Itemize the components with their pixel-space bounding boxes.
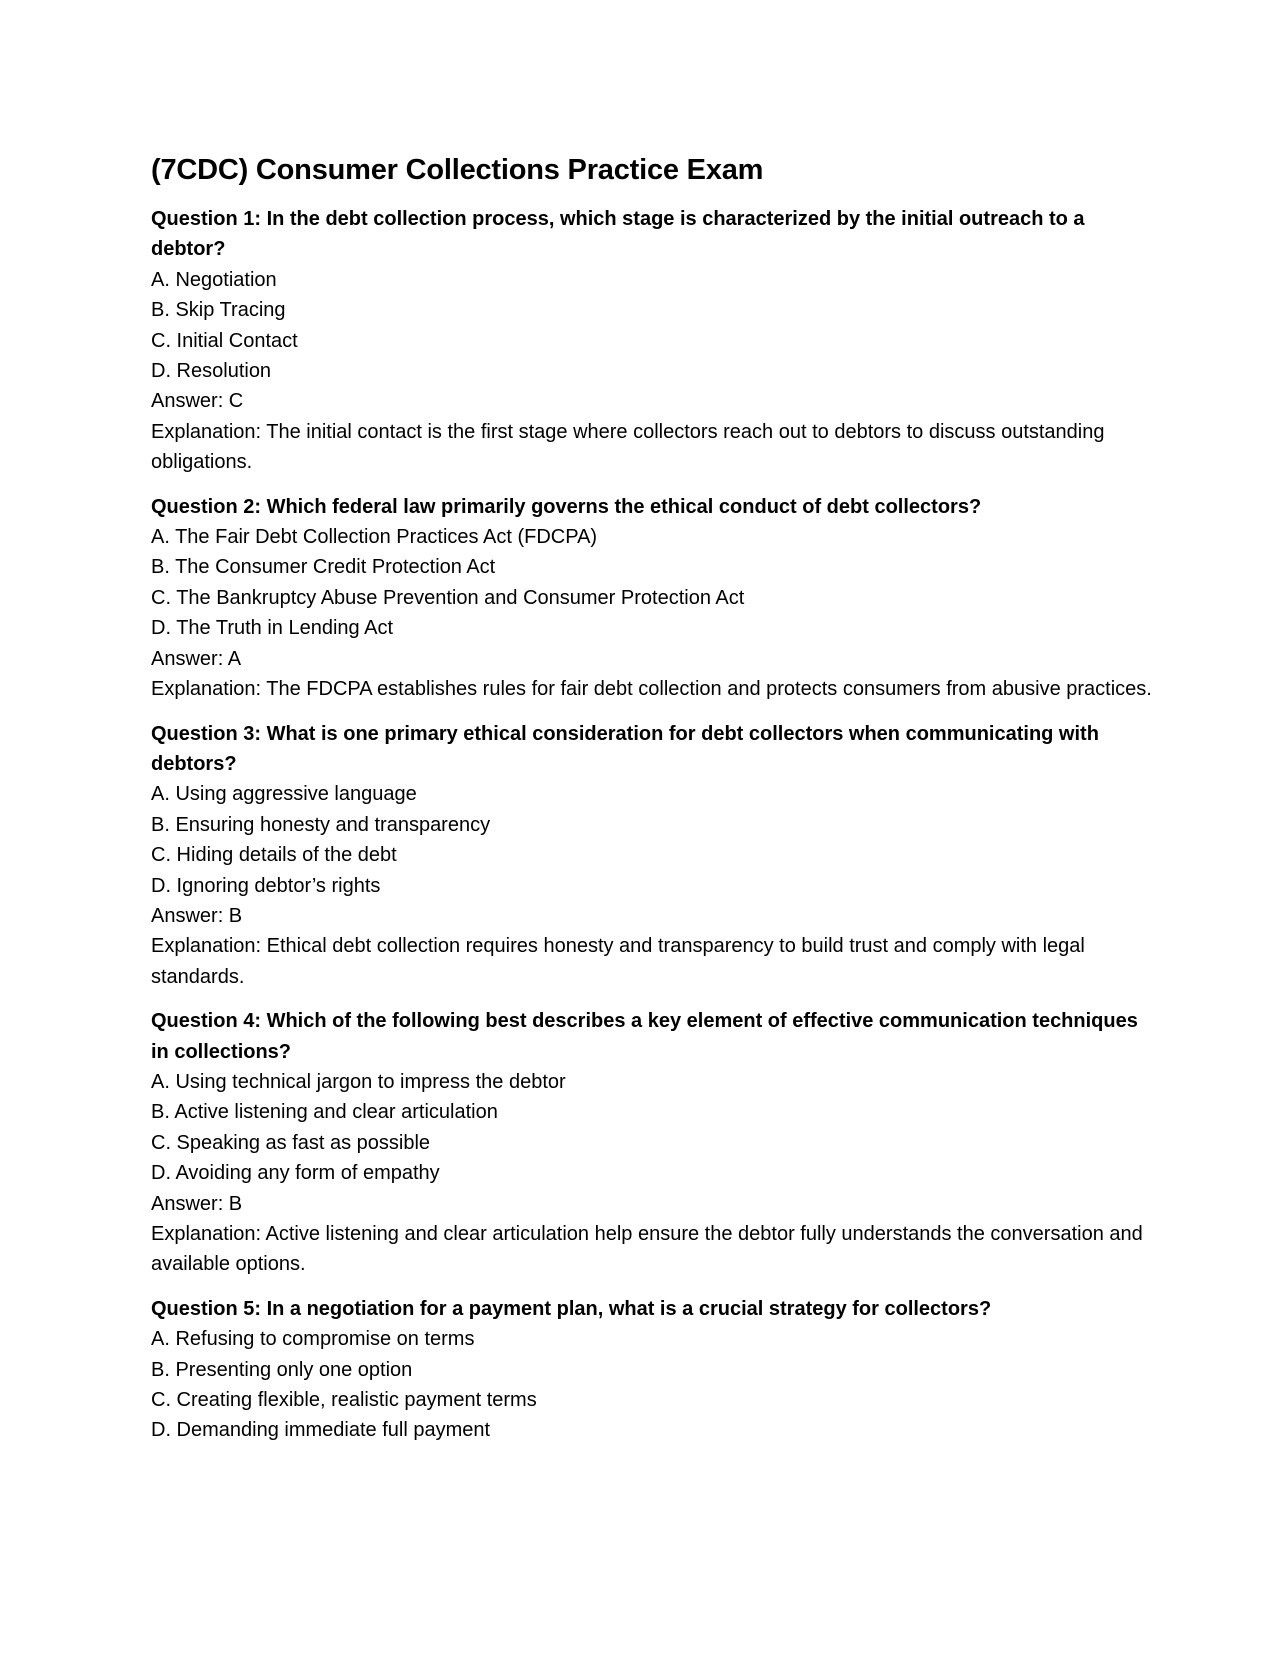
answer: Answer: B	[151, 1192, 243, 1215]
option-d: D. Resolution	[151, 360, 272, 383]
explanation: Explanation: The initial contact is the first stage where collectors reach out to debtors to discuss outstanding obligations.	[151, 420, 1105, 474]
document-title: (7CDC) Consumer Collections Practice Exam	[151, 154, 764, 186]
option-b: B. Skip Tracing	[151, 299, 286, 322]
option-d: D. Avoiding any form of empathy	[151, 1162, 440, 1185]
question-text: Question 2: Which federal law primarily governs the ethical conduct of debt collectors?	[151, 495, 982, 518]
question-2	[151, 492, 1161, 705]
document-page	[151, 150, 1161, 1460]
option-b: B. Ensuring honesty and transparency	[151, 813, 491, 836]
question-text: Question 1: In the debt collection process, which stage is characterized by the initial outreach to a debtor?	[151, 208, 1085, 261]
answer: Answer: A	[151, 647, 242, 670]
option-d: D. Ignoring debtor’s rights	[151, 874, 381, 897]
question-text: Question 3: What is one primary ethical consideration for debt collectors when communicating with debtors?	[151, 722, 1099, 775]
explanation: Explanation: Ethical debt collection requires honesty and transparency to build trust and comply with legal standards.	[151, 935, 1085, 988]
question-4	[151, 1006, 1161, 1280]
option-d: D. Demanding immediate full payment	[151, 1419, 491, 1442]
question-text: Question 5: In a negotiation for a payment plan, what is a crucial strategy for collectors?	[151, 1297, 992, 1320]
option-a: A. The Fair Debt Collection Practices Act (FDCPA)	[151, 526, 598, 549]
option-b: B. Active listening and clear articulation	[151, 1101, 498, 1124]
option-c: C. Speaking as fast as possible	[151, 1131, 431, 1154]
option-a: A. Refusing to compromise on terms	[151, 1328, 475, 1351]
answer: Answer: C	[151, 390, 244, 413]
option-c: C. Hiding details of the debt	[151, 844, 397, 867]
question-5	[151, 1294, 1161, 1446]
option-b: B. The Consumer Credit Protection Act	[151, 556, 496, 579]
option-a: A. Using technical jargon to impress the debtor	[151, 1070, 566, 1093]
option-a: A. Using aggressive language	[151, 783, 417, 806]
option-c: C. The Bankruptcy Abuse Prevention and Consumer Protection Act	[151, 586, 745, 609]
option-c: C. Creating flexible, realistic payment terms	[151, 1389, 537, 1412]
answer: Answer: B	[151, 904, 243, 927]
option-a: A. Negotiation	[151, 268, 277, 291]
question-3	[151, 719, 1161, 993]
question-1	[151, 204, 1161, 478]
option-b: B. Presenting only one option	[151, 1358, 413, 1381]
question-text: Question 4: Which of the following best describes a key element of effective communication techniques in collections?	[151, 1010, 1138, 1063]
explanation: Explanation: Active listening and clear articulation help ensure the debtor fully understands the conversation and available options.	[151, 1223, 1143, 1276]
option-d: D. The Truth in Lending Act	[151, 617, 394, 640]
explanation: Explanation: The FDCPA establishes rules for fair debt collection and protects consumers from abusive practices.	[151, 678, 1152, 701]
option-c: C. Initial Contact	[151, 329, 298, 352]
